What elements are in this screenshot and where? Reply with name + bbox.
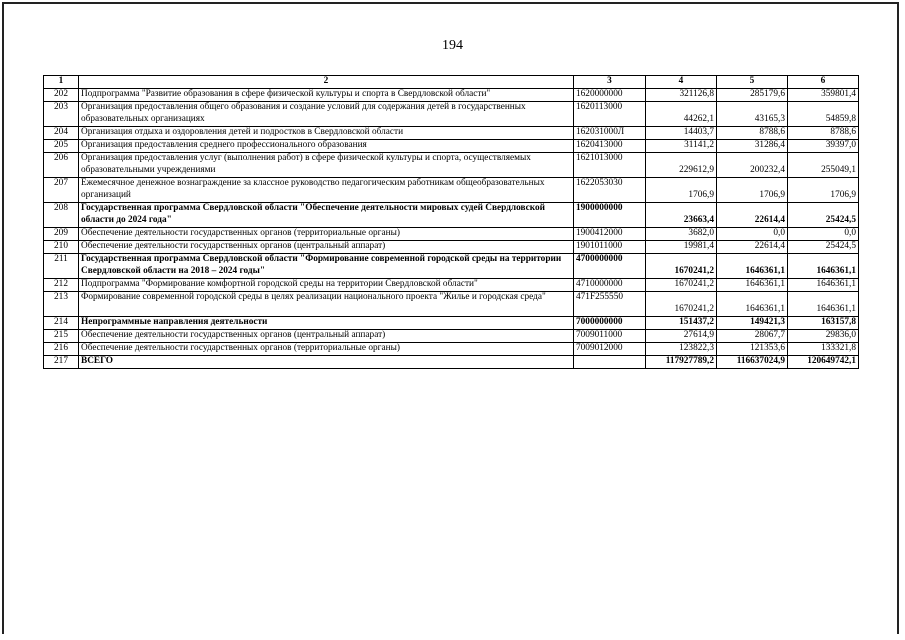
row-code-cell: 1620413000 [574, 140, 646, 153]
row-value-4-cell: 151437,2 [646, 317, 717, 330]
table-row [44, 292, 859, 317]
row-value-6-cell: 25424,5 [788, 203, 859, 228]
row-number-cell: 205 [44, 140, 79, 153]
table-row [44, 254, 859, 279]
row-number-cell: 203 [44, 102, 79, 127]
row-value-4-cell: 31141,2 [646, 140, 717, 153]
row-number-cell: 215 [44, 330, 79, 343]
row-name-cell: Подпрограмма "Формирование комфортной городской среды на территории Свердловской области" [79, 279, 574, 292]
row-code-cell: 7000000000 [574, 317, 646, 330]
row-value-5-cell: 1706,9 [717, 178, 788, 203]
row-number-cell: 211 [44, 254, 79, 279]
header-cell: 6 [788, 76, 859, 89]
row-value-6-cell: 359801,4 [788, 89, 859, 102]
table-row [44, 343, 859, 356]
row-value-6-cell: 163157,8 [788, 317, 859, 330]
table-row [44, 140, 859, 153]
table-row [44, 317, 859, 330]
row-code-cell: 1620000000 [574, 89, 646, 102]
row-name-cell: Обеспечение деятельности государственных органов (территориальные органы) [79, 343, 574, 356]
table-row [44, 89, 859, 102]
row-value-5-cell: 22614,4 [717, 241, 788, 254]
table-row [44, 356, 859, 369]
row-number-cell: 207 [44, 178, 79, 203]
row-value-6-cell: 133321,8 [788, 343, 859, 356]
row-value-4-cell: 3682,0 [646, 228, 717, 241]
row-value-5-cell: 0,0 [717, 228, 788, 241]
row-code-cell: 1901011000 [574, 241, 646, 254]
row-value-5-cell: 1646361,1 [717, 254, 788, 279]
row-value-5-cell: 285179,6 [717, 89, 788, 102]
row-value-4-cell: 1670241,2 [646, 254, 717, 279]
row-name-cell: Организация предоставления общего образования и создание условий для содержания детей в государственных образовательных организациях [79, 102, 574, 127]
row-value-5-cell: 31286,4 [717, 140, 788, 153]
row-name-cell: Организация предоставления услуг (выполнения работ) в сфере физической культуры и спорта, осуществляемых образовательными учреждениями [79, 153, 574, 178]
row-name-cell: Непрограммные направления деятельности [79, 317, 574, 330]
row-number-cell: 217 [44, 356, 79, 369]
header-cell: 2 [79, 76, 574, 89]
row-number-cell: 216 [44, 343, 79, 356]
row-value-4-cell: 123822,3 [646, 343, 717, 356]
table-row [44, 279, 859, 292]
row-value-6-cell: 54859,8 [788, 102, 859, 127]
row-value-5-cell: 121353,6 [717, 343, 788, 356]
row-name-cell: Формирование современной городской среды в целях реализации национального проекта "Жилье и городская среда" [79, 292, 574, 317]
row-value-6-cell: 1706,9 [788, 178, 859, 203]
table-row [44, 178, 859, 203]
row-code-cell: 1900000000 [574, 203, 646, 228]
row-number-cell: 213 [44, 292, 79, 317]
row-value-5-cell: 200232,4 [717, 153, 788, 178]
row-number-cell: 212 [44, 279, 79, 292]
row-code-cell: 1620113000 [574, 102, 646, 127]
row-value-6-cell: 1646361,1 [788, 292, 859, 317]
table-row [44, 228, 859, 241]
row-value-5-cell: 149421,3 [717, 317, 788, 330]
row-value-5-cell: 43165,3 [717, 102, 788, 127]
row-value-4-cell: 117927789,2 [646, 356, 717, 369]
table-row [44, 127, 859, 140]
row-code-cell: 7009012000 [574, 343, 646, 356]
header-cell: 4 [646, 76, 717, 89]
row-code-cell: 471F255550 [574, 292, 646, 317]
table-row [44, 330, 859, 343]
row-name-cell: Обеспечение деятельности государственных органов (центральный аппарат) [79, 330, 574, 343]
row-value-4-cell: 321126,8 [646, 89, 717, 102]
row-name-cell: Подпрограмма "Развитие образования в сфере физической культуры и спорта в Свердловской области" [79, 89, 574, 102]
row-value-4-cell: 14403,7 [646, 127, 717, 140]
row-value-5-cell: 116637024,9 [717, 356, 788, 369]
row-value-4-cell: 44262,1 [646, 102, 717, 127]
row-value-5-cell: 22614,4 [717, 203, 788, 228]
row-value-4-cell: 19981,4 [646, 241, 717, 254]
row-code-cell: 4710000000 [574, 279, 646, 292]
row-value-6-cell: 25424,5 [788, 241, 859, 254]
row-code-cell [574, 356, 646, 369]
row-code-cell: 1900412000 [574, 228, 646, 241]
row-value-5-cell: 28067,7 [717, 330, 788, 343]
row-name-cell: Обеспечение деятельности государственных органов (центральный аппарат) [79, 241, 574, 254]
row-name-cell: ВСЕГО [79, 356, 574, 369]
row-code-cell: 162031000Л [574, 127, 646, 140]
row-number-cell: 204 [44, 127, 79, 140]
row-value-4-cell: 23663,4 [646, 203, 717, 228]
row-value-5-cell: 1646361,1 [717, 279, 788, 292]
row-name-cell: Организация предоставления среднего профессионального образования [79, 140, 574, 153]
row-number-cell: 202 [44, 89, 79, 102]
page-number: 194 [442, 38, 463, 53]
row-name-cell: Государственная программа Свердловской области "Формирование современной городской среды на территории Свердловской области на 2018 – 2024 годы" [79, 254, 574, 279]
row-value-6-cell: 1646361,1 [788, 254, 859, 279]
row-value-6-cell: 29836,0 [788, 330, 859, 343]
header-cell: 1 [44, 76, 79, 89]
header-cell: 3 [574, 76, 646, 89]
budget-table [43, 75, 859, 369]
row-value-4-cell: 1670241,2 [646, 279, 717, 292]
row-value-6-cell: 120649742,1 [788, 356, 859, 369]
row-name-cell: Организация отдыха и оздоровления детей и подростков в Свердловской области [79, 127, 574, 140]
table-row [44, 203, 859, 228]
table-row [44, 153, 859, 178]
row-value-4-cell: 1670241,2 [646, 292, 717, 317]
header-cell: 5 [717, 76, 788, 89]
row-value-4-cell: 1706,9 [646, 178, 717, 203]
table-row [44, 241, 859, 254]
row-name-cell: Государственная программа Свердловской области "Обеспечение деятельности мировых судей Свердловской области до 2024 года" [79, 203, 574, 228]
row-value-6-cell: 39397,0 [788, 140, 859, 153]
row-number-cell: 214 [44, 317, 79, 330]
table-header-row [44, 76, 859, 89]
row-value-4-cell: 229612,9 [646, 153, 717, 178]
row-value-6-cell: 255049,1 [788, 153, 859, 178]
row-name-cell: Ежемесячное денежное вознаграждение за классное руководство педагогическим работникам общеобразовательных организаций [79, 178, 574, 203]
row-code-cell: 4700000000 [574, 254, 646, 279]
row-value-6-cell: 1646361,1 [788, 279, 859, 292]
row-value-5-cell: 8788,6 [717, 127, 788, 140]
row-value-6-cell: 0,0 [788, 228, 859, 241]
row-value-5-cell: 1646361,1 [717, 292, 788, 317]
row-value-6-cell: 8788,6 [788, 127, 859, 140]
row-code-cell: 1621013000 [574, 153, 646, 178]
row-number-cell: 206 [44, 153, 79, 178]
row-value-4-cell: 27614,9 [646, 330, 717, 343]
row-name-cell: Обеспечение деятельности государственных органов (территориальные органы) [79, 228, 574, 241]
row-code-cell: 7009011000 [574, 330, 646, 343]
row-number-cell: 209 [44, 228, 79, 241]
row-number-cell: 208 [44, 203, 79, 228]
row-number-cell: 210 [44, 241, 79, 254]
table-row [44, 102, 859, 127]
row-code-cell: 1622053030 [574, 178, 646, 203]
